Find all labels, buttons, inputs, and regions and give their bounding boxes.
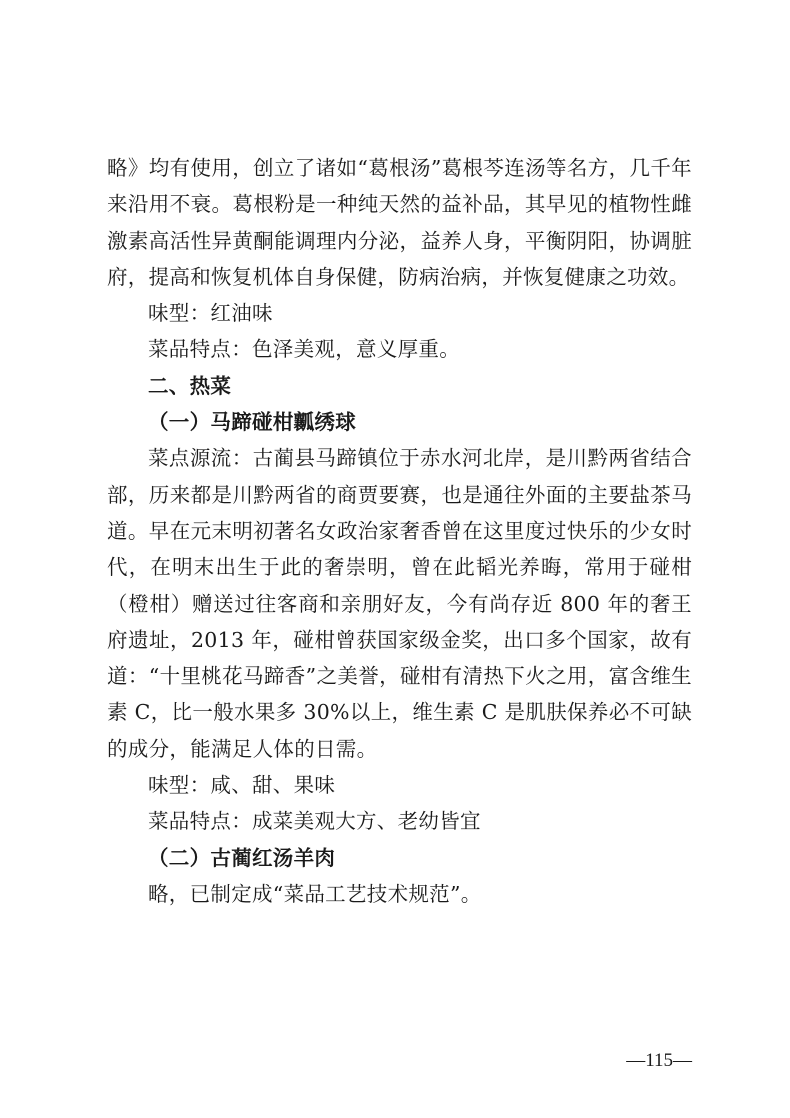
page-number: —115— [626, 1050, 692, 1071]
paragraph-features-2: 菜品特点：成菜美观大方、老幼皆宜 [148, 809, 481, 834]
paragraph-omitted-note: 略，已制定成“菜品工艺技术规范”。 [148, 881, 482, 906]
paragraph-flavor-2: 味型：咸、甜、果味 [148, 773, 336, 798]
paragraph-flavor-1: 味型：红油味 [148, 301, 273, 326]
subheading-gulin-red-soup-lamb: （二）古蔺红汤羊肉 [148, 845, 336, 870]
body-text [107, 150, 692, 912]
paragraph-features-1: 菜品特点：色泽美观，意义厚重。 [148, 337, 460, 362]
paragraph-dish-origin: 菜点源流：古蔺县马蹄镇位于赤水河北岸，是川黔两省结合部，历来都是川黔两省的商贾要赛，也是通往外面的主要盐茶马道。早在元末明初著名女政治家奢香曾在这里度过快乐的少女时代，在明末出生于此的奢崇明，曾在此韬光养晦，常用于碰柑（橙柑）赠送过往客商和亲朋好友，今有尚存近 800 年的奢王府遗址，2013 年，碰柑曾获国家级金奖，出口多个国家，故有道：“十里桃花马蹄香”之美誉，碰柑有清热下火之用，富含维生素 C，比一般水果多 30%以上，维生素 C 是肌肤保养必不可缺的成分，能满足人体的日需。 [107, 446, 692, 761]
paragraph-gegen-intro: 略》均有使用，创立了诸如“葛根汤”葛根芩连汤等名方，几千年来沿用不衰。葛根粉是一种纯天然的益补品，其早见的植物性雌激素高活性异黄酮能调理内分泌，益养人身，平衡阴阳，协调脏府，提高和恢复机体自身保健，防病治病，并恢复健康之功效。 [107, 156, 692, 289]
subheading-mati-pengan: （一）马蹄碰柑瓤绣球 [148, 410, 356, 435]
section-heading-hot-dishes: 二、热菜 [148, 373, 232, 398]
